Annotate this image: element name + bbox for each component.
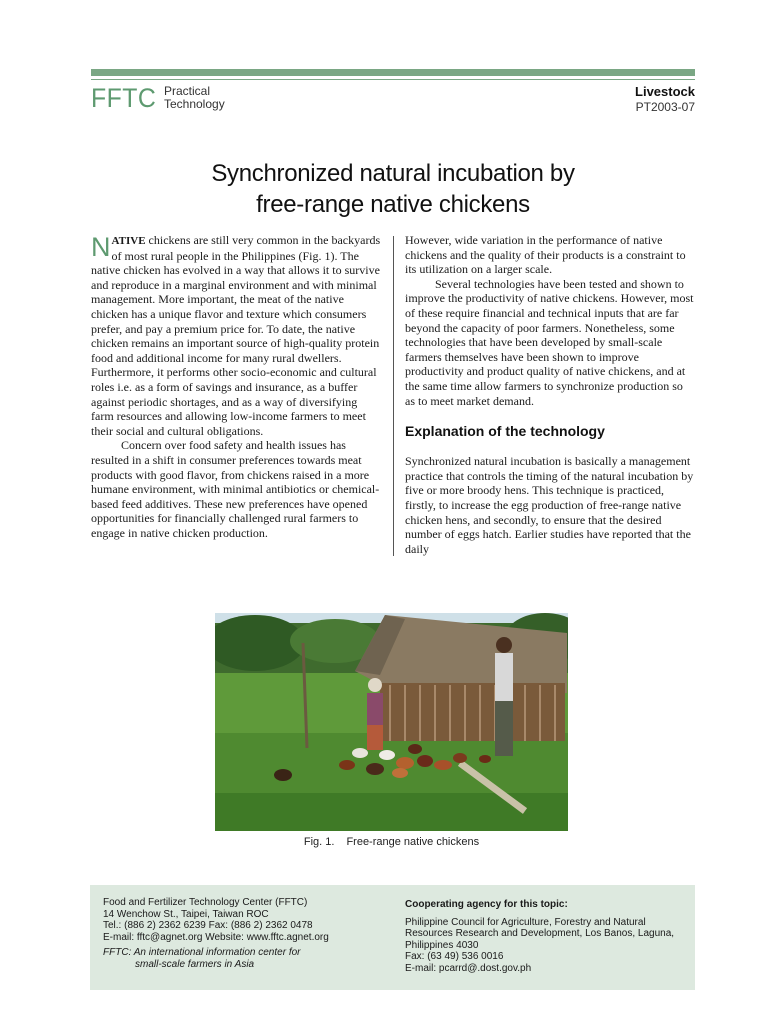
footer-tel: Tel.: (886 2) 2362 6239 Fax: (886 2) 2362 0478 [103,920,313,931]
header-band [91,69,695,76]
footer-box [90,885,695,990]
document-code: PT2003-07 [635,100,695,114]
paragraph-concern: Concern over food safety and health issues has resulted in a shift in consumer preferences towards meat products with good flavor, from chickens raised in a more humane environment, with minimal antibiotics or chemical-based feed additives. These new preferences have opened opportunities for financially challenged rural farmers to engage in native chicken production. [91,438,380,540]
page-title [91,158,695,220]
footer-tagline-2: small-scale farmers in Asia [135,958,255,970]
figure-caption [215,836,568,848]
section-title: Livestock [635,84,695,99]
paragraph-technologies: Several technologies have been tested and shown to improve the productivity of native chickens. However, most of these require financial and technical inputs that are far beyond the capacity of poor farmers. Nonetheless, some technologies that have been developed by small-scale farmers themselves have been shown to improve productivity and product quality of native chickens, and at the same time allow farmers to synchronize production so as to meet market demand. [405,276,694,408]
right-column [405,233,695,556]
figure-caption-text: Free-range native chickens [346,836,480,848]
brand-subtitle [164,85,225,112]
column-divider [393,236,394,556]
brand-logo [91,84,225,112]
footer-agency: Philippine Council for Agriculture, Forestry and Natural Resources Research and Development, Los Banos, Laguna, Philippines 4030 [405,916,675,951]
footer-coop-heading: Cooperating agency for this topic: [405,899,568,910]
photo-person-left [367,693,383,728]
brand-subtitle-line2: Technology [163,97,225,111]
figure-label: Fig. 1. [303,836,335,848]
brand-name: FFTC [91,83,157,113]
footer-fftc-info [103,897,388,970]
footer-contact: E-mail: fftc@agnet.org Website: www.fftc.agnet.org [103,931,329,943]
section-label [635,84,695,115]
drop-cap: N [91,232,111,262]
lead-word: ATIVE [111,235,146,247]
footer-tagline: FFTC: An international information center for [103,947,301,958]
page-title-line2: free-range native chickens [256,191,530,218]
brand-subtitle-line1: Practical [163,84,210,98]
intro-paragraph [91,233,381,438]
footer-agency-email: E-mail: pcarrd@.dost.gov.ph [405,962,532,974]
photo-person-right [495,653,513,703]
footer-agency-fax: Fax: (63 49) 536 0016 [405,951,504,962]
footer-address: 14 Wenchow St., Taipei, Taiwan ROC [103,908,269,920]
left-column [91,233,381,540]
figure-photo [215,613,568,831]
page-title-line1: Synchronized natural incubation by [211,160,575,187]
footer-org: Food and Fertilizer Technology Center (FFTC) [103,897,308,908]
photo-hut-wall [380,683,565,741]
section-heading: Explanation of the technology [405,423,605,440]
paragraph-explanation: Synchronized natural incubation is basically a management practice that controls the timing of the natural incubation by five or more broody hens. This technique is practiced, firstly, to increase the egg production of free-range native chicken hens, and secondly, to ensure that the desired number of eggs hatch. Earlier studies have reported that the daily [405,454,694,556]
intro-text: chickens are still very common in the backyards of most rural people in the Philippines (Fig. 1). The native chicken has evolved in a way that allows it to survive and reproduce in a marginal environment and with minimal management. More important, the meat of the native chicken has a unique flavor and texture which consumers prefer, and pay a premium price for. To date, the native chicken remains an important source of high-quality protein food and additional income for many rural dwellers. Furthermore, it performs other socio-economic and cultural roles i.e. as a form of savings and insurance, as a buffer against periodic shortages, and as a way of diversifying farm resources and allowing low-income farmers to meet their social and cultural obligations. [91,233,381,438]
header-rule [91,79,695,80]
footer-cooperating-agency [405,899,690,974]
paragraph-variation: However, wide variation in the performance of native chickens and the quality of their products is a constraint to its utilization on a larger scale. [405,233,686,277]
